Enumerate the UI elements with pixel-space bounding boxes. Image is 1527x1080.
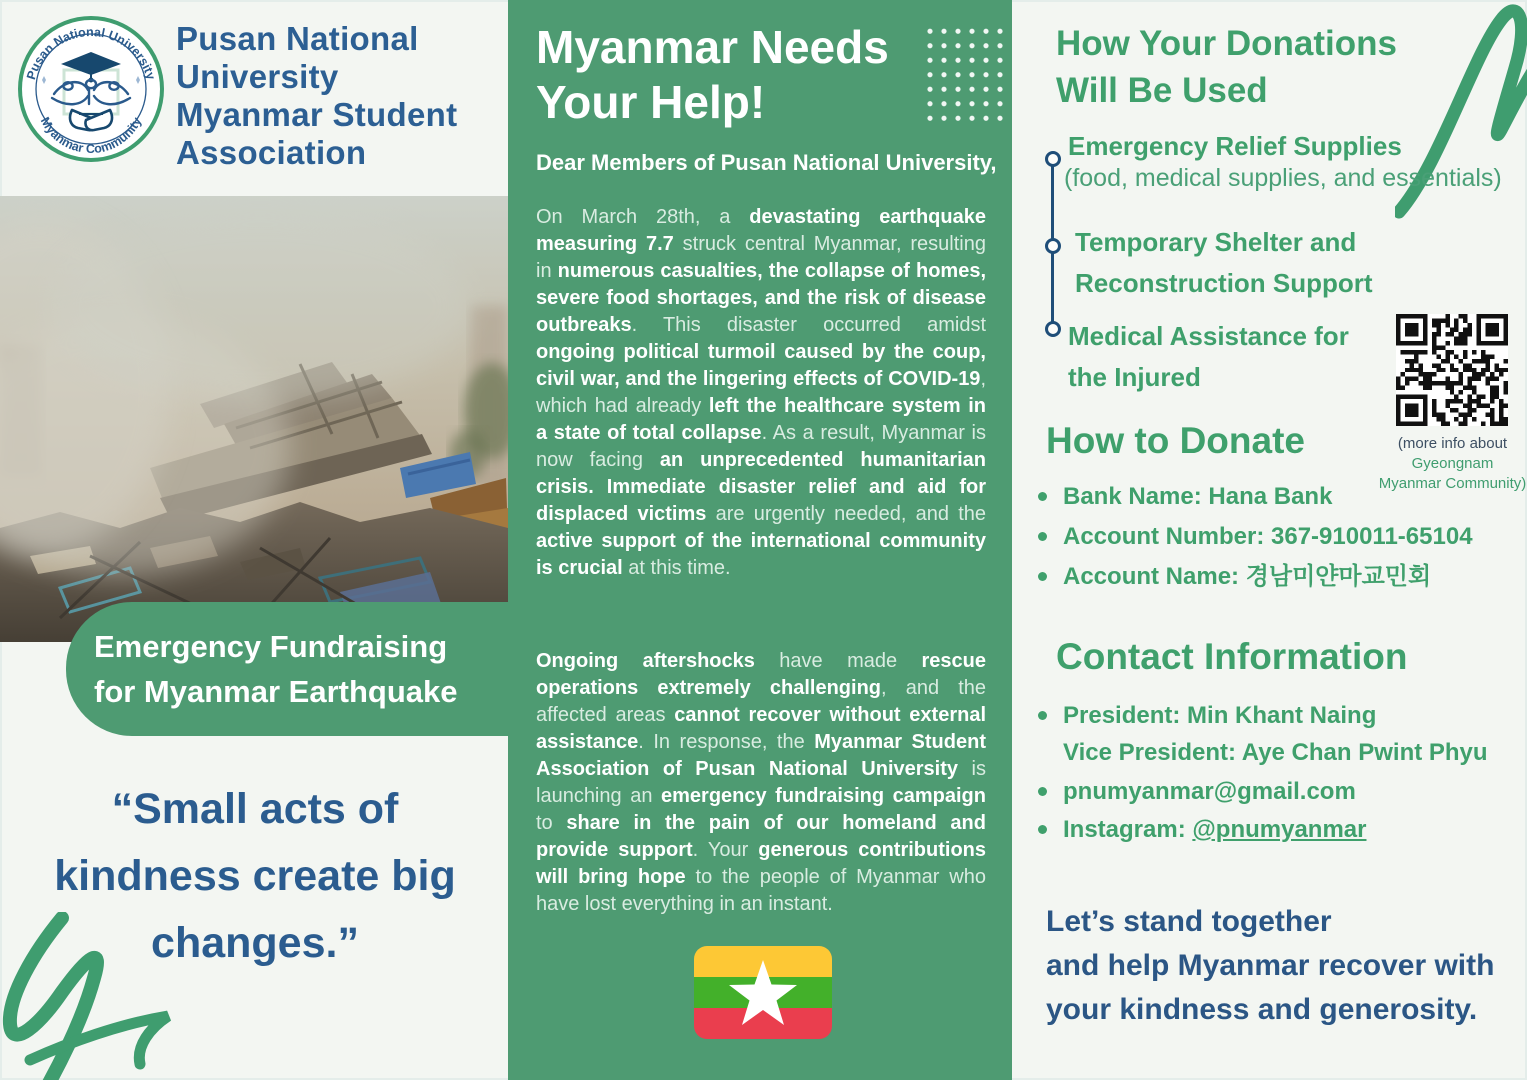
bullet-icon bbox=[1038, 825, 1047, 834]
salutation: Dear Members of Pusan National University, bbox=[536, 150, 997, 175]
contact-title: Contact Information bbox=[1056, 636, 1408, 677]
dot-grid-decoration bbox=[923, 24, 1007, 124]
organization-title-line: Myanmar Student bbox=[176, 96, 458, 133]
instagram-handle-link[interactable]: @pnumyanmar bbox=[1192, 816, 1367, 843]
contact-row: Vice President: Aye Chan Pwint Phyu bbox=[1063, 739, 1488, 766]
contact-row: President: Min Khant Naing bbox=[1038, 700, 1376, 731]
closing-line: your kindness and generosity. bbox=[1046, 993, 1478, 1026]
center-title bbox=[536, 20, 889, 130]
organization-title bbox=[176, 20, 457, 172]
earthquake-photo bbox=[0, 196, 508, 642]
donate-row: Account Name: 경남미얀마교민회 bbox=[1038, 561, 1431, 592]
association-logo bbox=[16, 14, 166, 164]
logo-arc-top-text: Pusan National University bbox=[23, 24, 159, 82]
organization-title-line: University bbox=[176, 58, 339, 95]
quote-line: kindness create big bbox=[54, 852, 456, 900]
bullet-icon bbox=[1038, 532, 1047, 541]
contact-row bbox=[1038, 776, 1356, 807]
donate-row: Account Number: 367-910011-65104 bbox=[1038, 521, 1473, 552]
campaign-banner-line: Emergency Fundraising bbox=[94, 629, 448, 664]
organization-title-line: Pusan National bbox=[176, 20, 419, 57]
instagram-label: Instagram: bbox=[1063, 816, 1193, 843]
qr-code bbox=[1396, 314, 1508, 426]
qr-caption: (more info about Gyeongnam Myanmar Community) bbox=[1378, 435, 1527, 492]
closing-message bbox=[1046, 900, 1494, 1032]
myanmar-flag-icon bbox=[694, 946, 832, 1039]
bullet-icon bbox=[1038, 711, 1047, 720]
squiggle-decoration bbox=[0, 912, 245, 1080]
donations-title-line: How Your Donations bbox=[1056, 24, 1397, 63]
usage-item-title: Temporary Shelter and Reconstruction Support bbox=[1075, 227, 1373, 298]
timeline-node bbox=[1045, 321, 1061, 337]
appeal-paragraph-2: Ongoing aftershocks have made rescue operations extremely challenging, and the affected areas cannot recover without external assistance. In response, the Myanmar Student Association of Pusan National University is launching an emergency fundraising campaign to share in the pain of our homeland and provide support. Your generous contributions will bring hope to the people of Myanmar who have lost everything in an instant. bbox=[536, 650, 987, 915]
bullet-icon bbox=[1038, 572, 1047, 581]
donations-title-line: Will Be Used bbox=[1056, 71, 1268, 110]
contact-email: pnumyanmar@gmail.com bbox=[1063, 778, 1356, 805]
center-title-line: Myanmar Needs bbox=[536, 21, 889, 73]
bullet-icon bbox=[1038, 787, 1047, 796]
organization-title-line: Association bbox=[176, 134, 367, 171]
campaign-banner-line: for Myanmar Earthquake bbox=[94, 674, 458, 709]
donate-title: How to Donate bbox=[1046, 420, 1305, 461]
usage-item-subtitle: (food, medical supplies, and essentials) bbox=[1064, 164, 1502, 192]
campaign-banner bbox=[66, 602, 508, 736]
quote-line: changes.” bbox=[151, 919, 359, 967]
center-panel bbox=[508, 0, 1012, 1080]
donate-row: Bank Name: Hana Bank bbox=[1038, 481, 1332, 512]
handshake-icon bbox=[70, 110, 112, 130]
donations-title bbox=[1056, 20, 1397, 114]
logo-arc-bottom-text: Myanmar Community bbox=[37, 114, 145, 157]
timeline-node bbox=[1045, 238, 1061, 254]
usage-item-title: Medical Assistance for the Injured bbox=[1068, 321, 1349, 392]
closing-line: and help Myanmar recover with bbox=[1046, 949, 1495, 982]
quote-line: “Small acts of bbox=[111, 785, 399, 833]
bullet-icon bbox=[1038, 492, 1047, 501]
appeal-paragraph-1: On March 28th, a devastating earthquake measuring 7.7 struck central Myanmar, resulting in numerous casualties, the collapse of homes, severe food shortages, and the risk of disease outbreaks. This disaster occurred amidst ongoing political turmoil caused by the coup, civil war, and the lingering effects of COVID-19, which had already left the healthcare system in a state of total collapse. As a result, Myanmar is now facing an unprecedented humanitarian crisis. Immediate disaster relief and aid for displaced victims are urgently needed, and the active support of the international community is crucial at this time. bbox=[536, 206, 986, 579]
contact-row bbox=[1038, 814, 1366, 845]
center-title-line: Your Help! bbox=[536, 76, 766, 128]
closing-line: Let’s stand together bbox=[1046, 905, 1332, 938]
timeline-node bbox=[1045, 151, 1061, 167]
usage-item-title: Emergency Relief Supplies bbox=[1068, 131, 1402, 161]
squiggle-decoration bbox=[1395, 0, 1527, 274]
right-panel bbox=[1012, 0, 1527, 1080]
